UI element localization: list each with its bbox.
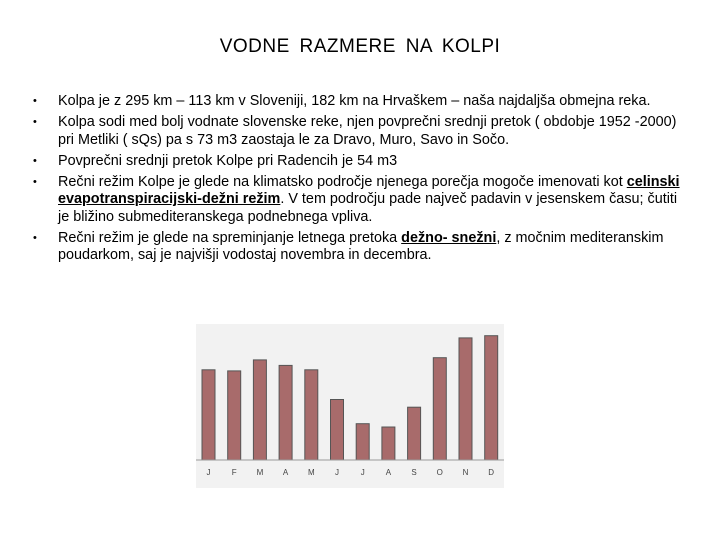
x-tick-label: O: [436, 468, 443, 477]
bullet-text-before: Rečni režim Kolpe je glede na klimatsko področje njenega porečja mogoče imenovati kot: [58, 174, 627, 191]
bullet-item: [33, 230, 690, 265]
bullet-text: Kolpa je z 295 km – 113 km v Sloveniji, 182 km na Hrvaškem – naša najdaljša obmejna reka.: [58, 93, 651, 109]
bar-10: [459, 338, 472, 460]
bar-8: [408, 407, 421, 460]
bar-4: [305, 370, 318, 460]
bullet-emphasis: dežno- snežni: [401, 230, 497, 247]
bar-2: [253, 360, 266, 460]
bullet-list: [33, 93, 690, 269]
bullet-text: [58, 230, 663, 263]
bullet-item: [33, 114, 690, 149]
bar-11: [485, 336, 498, 460]
x-tick-label: M: [256, 468, 264, 477]
bullet-dot-icon: •: [33, 116, 37, 129]
x-tick-label: A: [385, 468, 392, 477]
x-tick-label: J: [206, 468, 211, 477]
bullet-text: Kolpa sodi med bolj vodnate slovenske reke, njen povprečni srednji pretok ( obdobje 1952 -2000) pri Metliki ( sQs) pa s 73 m3 zaostaja le za Dravo, Muro, Savo in Sočo.: [58, 114, 677, 148]
bullet-item: [33, 93, 690, 110]
x-tick-label: N: [462, 468, 469, 477]
bullet-dot-icon: •: [33, 154, 37, 167]
bar-7: [382, 427, 395, 460]
bar-3: [279, 365, 292, 460]
bullet-text-after: . V tem področju pade največ padavin v jesenskem času; čutiti je bližino submediteranskega podnebnega vpliva.: [58, 191, 678, 225]
bullet-item: [33, 174, 690, 226]
bullet-dot-icon: •: [33, 232, 37, 245]
x-tick-label: A: [282, 468, 289, 477]
bullet-dot-icon: •: [33, 95, 37, 107]
bullet-text: [58, 174, 680, 225]
chart-svg: [196, 324, 504, 488]
bullet-emphasis: celinski evapotranspiracijski-dežni režim: [58, 174, 680, 208]
x-tick-label: M: [307, 468, 315, 477]
bullet-dot-icon: •: [33, 176, 37, 189]
bullet-text-after: , z močnim mediteranskim poudarkom, saj je najvišji vodostaj novembra in decembra.: [58, 230, 664, 264]
x-tick-label: J: [335, 468, 339, 477]
bar-1: [228, 371, 241, 460]
bar-0: [202, 370, 215, 460]
bullet-text: Povprečni srednji pretok Kolpe pri Radencih je 54 m3: [58, 152, 398, 169]
bar-6: [356, 424, 369, 460]
bar-5: [331, 400, 344, 461]
x-tick-label: J: [360, 468, 365, 477]
slide-title: VODNE RAZMERE NA KOLPI: [219, 36, 501, 57]
x-tick-label: F: [231, 468, 237, 477]
x-tick-label: D: [488, 468, 495, 477]
bar-9: [433, 358, 446, 460]
bullet-text-before: Rečni režim je glede na spreminjanje letnega pretoka: [58, 230, 402, 247]
river-flow-chart: [196, 324, 504, 488]
x-tick-label: S: [411, 468, 417, 477]
bullet-item: [33, 152, 690, 170]
